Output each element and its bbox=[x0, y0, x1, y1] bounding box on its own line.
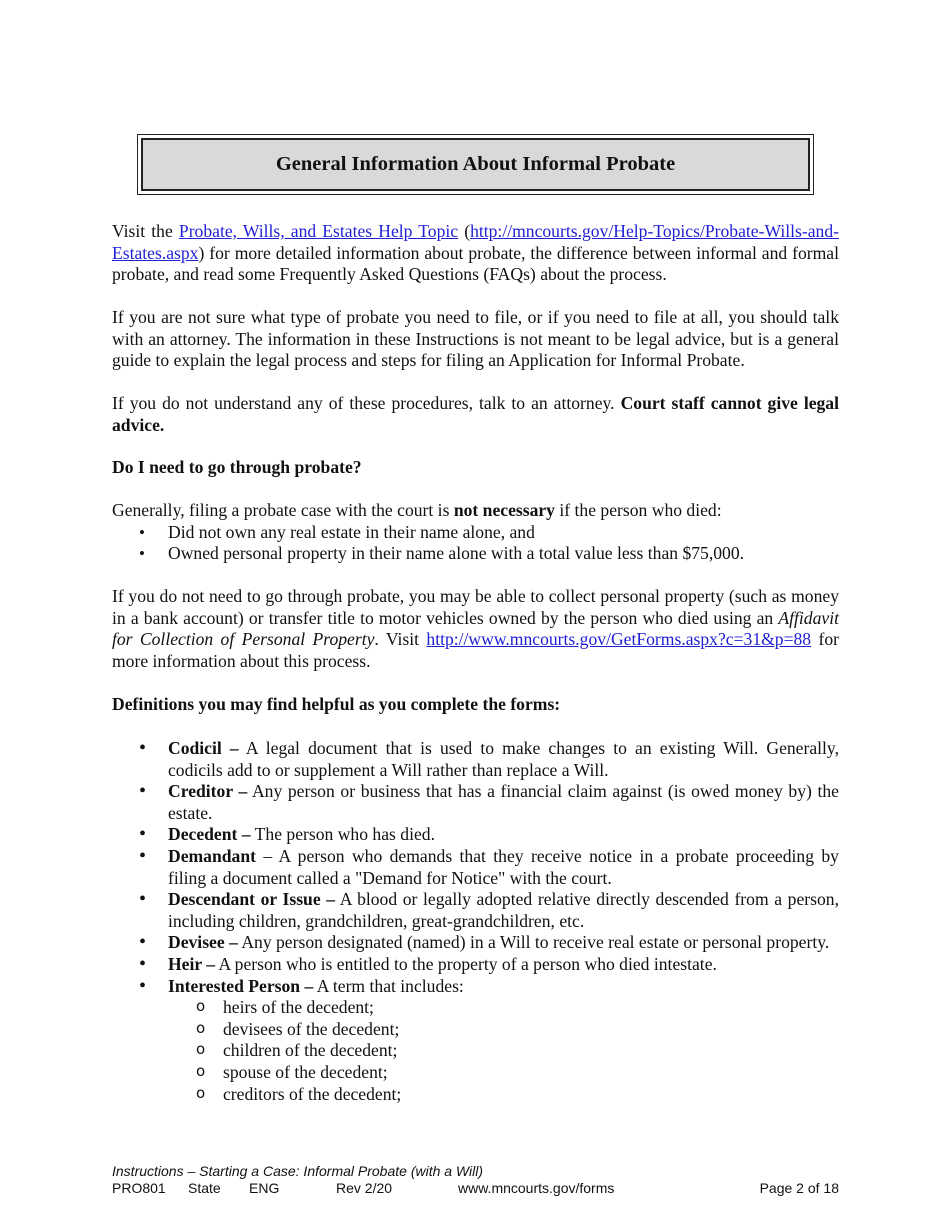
conditions-list bbox=[112, 522, 839, 565]
footer-page-number: Page 2 of 18 bbox=[759, 1180, 839, 1196]
get-forms-link[interactable]: http://www.mncourts.gov/GetForms.aspx?c=31&p=88 bbox=[426, 629, 812, 650]
definition-creditor: • Creditor – Any person or business that has a financial claim against (is owed money by) the estate. bbox=[112, 781, 839, 824]
footer-form-id: PRO801 bbox=[112, 1180, 166, 1196]
footer-language: ENG bbox=[249, 1180, 280, 1196]
intro-rest: ) for more detailed information about probate, the difference between informal and formal probate, and read some Frequently Asked Questions (FAQs) about the process. bbox=[112, 242, 839, 285]
affidavit-paragraph: If you do not need to go through probate, you may be able to collect personal property (such as money in a bank account) or transfer title to motor vehicles owned by the person who died using an Affidavit for Collection of Personal Property. Visit http://www.mncourts.gov/GetForms.aspx?c=31&p=88 for more information about this process. bbox=[112, 586, 839, 671]
intro-visit: Visit the bbox=[112, 221, 173, 241]
definition-interested-person: • Interested Person – A term that includes: bbox=[112, 976, 839, 998]
definition-devisee: • Devisee – Any person designated (named) in a Will to receive real estate or personal property. bbox=[112, 932, 839, 954]
attorney-paragraph: If you are not sure what type of probate you need to file, or if you need to file at all, you should talk with an attorney. The information in these Instructions is not meant to be legal advice, but is a general guide to explain the legal process and steps for filing an Application for Informal Probate. bbox=[112, 307, 839, 371]
footer-revision: Rev 2/20 bbox=[336, 1180, 393, 1196]
help-topic-link[interactable]: Probate, Wills, and Estates Help Topic bbox=[178, 221, 459, 241]
definition-demandant: • Demandant – A person who demands that they receive notice in a probate proceeding by filing a document called a "Demand for Notice" with the court. bbox=[112, 846, 839, 889]
definition-descendant: • Descendant or Issue – A blood or legally adopted relative directly descended from a person, including children, grandchildren, great-grandchildren, etc. bbox=[112, 889, 839, 932]
definition-heir: • Heir – A person who is entitled to the property of a person who died intestate. bbox=[112, 954, 839, 976]
title-box bbox=[137, 134, 814, 195]
page-footer bbox=[112, 1163, 839, 1197]
footer-website: www.mncourts.gov/forms bbox=[458, 1180, 615, 1196]
legal-advice-paragraph: If you do not understand any of these procedures, talk to an attorney. Court staff cannot give legal advice. bbox=[112, 393, 839, 435]
interested-person-list bbox=[112, 997, 839, 1105]
definition-decedent: • Decedent – The person who has died. bbox=[112, 824, 839, 846]
list-item: o spouse of the decedent; bbox=[112, 1062, 839, 1084]
generally-paragraph: Generally, filing a probate case with the court is not necessary if the person who died: • Did not own any real estate in their name alone, and • Owned personal property in their name alone with a total value less than $75,000. bbox=[112, 500, 839, 565]
list-item: o devisees of the decedent; bbox=[112, 1019, 839, 1041]
section-heading-probate: Do I need to go through probate? bbox=[112, 457, 362, 477]
definition-codicil: • Codicil – A legal document that is used to make changes to an existing Will. Generally, codicils add to or supplement a Will rather than replace a Will. bbox=[112, 738, 839, 781]
list-item: o heirs of the decedent; bbox=[112, 997, 839, 1019]
list-item: o creditors of the decedent; bbox=[112, 1084, 839, 1106]
section-heading-definitions: Definitions you may find helpful as you complete the forms: bbox=[112, 694, 561, 714]
list-item: • Owned personal property in their name alone with a total value less than $75,000. bbox=[112, 543, 839, 565]
definitions-list bbox=[112, 738, 839, 997]
list-item: • Did not own any real estate in their name alone, and bbox=[112, 522, 839, 544]
page-title: General Information About Informal Probate bbox=[141, 138, 810, 191]
definitions-section bbox=[112, 738, 839, 1105]
list-item: o children of the decedent; bbox=[112, 1040, 839, 1062]
footer-jurisdiction: State bbox=[188, 1180, 221, 1196]
help-topic-url-link[interactable]: http://mncourts.gov/Help-Topics/Probate-Wills-and-Estates.aspx bbox=[112, 221, 839, 263]
affidavit-form-name: Affidavit for Collection of Personal Property bbox=[112, 607, 839, 650]
intro-paragraph: Visit the Probate, Wills, and Estates Help Topic (http://mncourts.gov/Help-Topics/Probate-Wills-and-Estates.aspx) for more detailed information about probate, the difference between informal and formal probate, and read some Frequently Asked Questions (FAQs) about the process. bbox=[112, 221, 839, 285]
legal-advice-warning: Court staff cannot give legal advice. bbox=[112, 393, 839, 435]
footer-title: Instructions – Starting a Case: Informal Probate (with a Will) bbox=[112, 1163, 484, 1179]
